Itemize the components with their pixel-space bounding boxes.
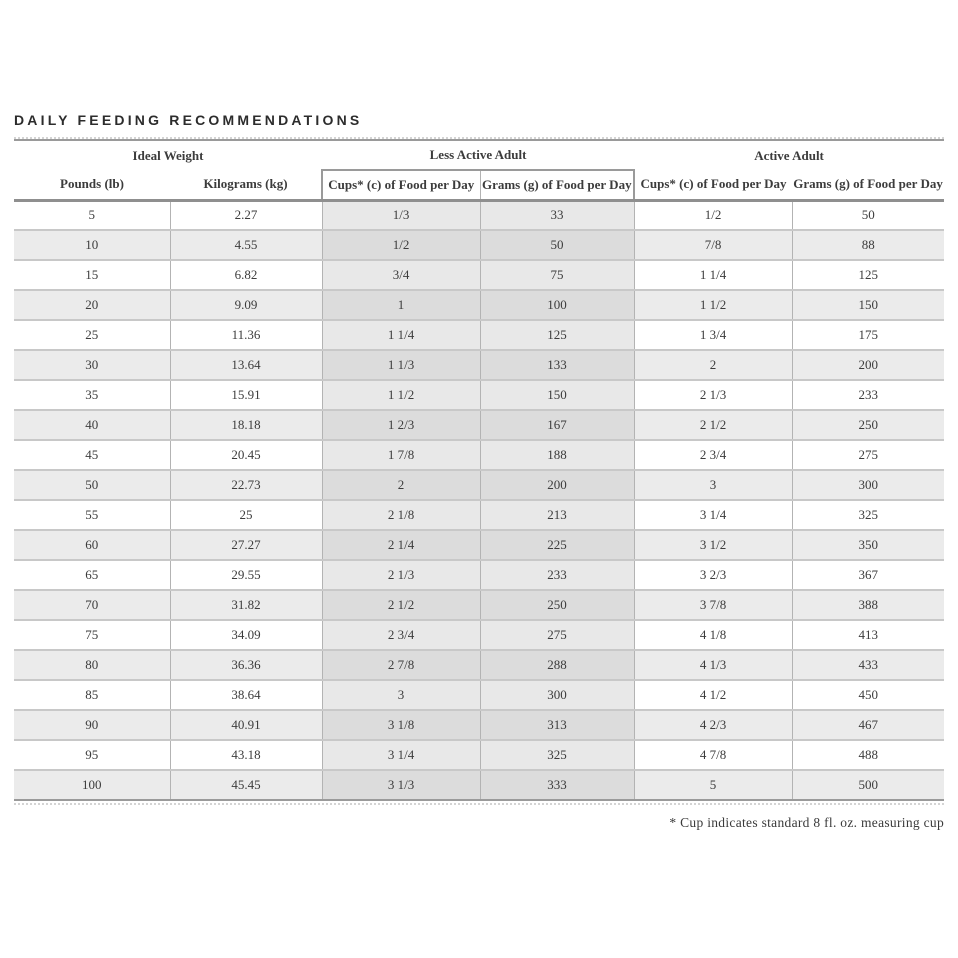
cell-active-cups: 1 1/4 (634, 260, 792, 290)
cell-less-active-cups: 2 3/4 (322, 620, 480, 650)
table-row (14, 200, 944, 230)
cell-active-cups: 2 (634, 350, 792, 380)
group-header-row (14, 140, 944, 170)
cell-less-active-grams: 100 (480, 290, 634, 320)
cell-kilograms: 43.18 (170, 740, 322, 770)
cell-active-cups: 4 1/3 (634, 650, 792, 680)
cell-active-grams: 500 (792, 770, 944, 800)
table-row (14, 590, 944, 620)
cell-kilograms: 22.73 (170, 470, 322, 500)
page-title: DAILY FEEDING RECOMMENDATIONS (14, 112, 363, 128)
cell-active-grams: 200 (792, 350, 944, 380)
cell-active-cups: 3 1/4 (634, 500, 792, 530)
table-row (14, 500, 944, 530)
cell-pounds: 75 (14, 620, 170, 650)
cell-kilograms: 31.82 (170, 590, 322, 620)
cell-pounds: 70 (14, 590, 170, 620)
column-header-active-cups: Cups* (c) of Food per Day (634, 170, 792, 200)
cell-pounds: 80 (14, 650, 170, 680)
group-header-less-active-adult: Less Active Adult (322, 140, 634, 170)
cell-active-cups: 1/2 (634, 200, 792, 230)
cell-active-cups: 2 1/2 (634, 410, 792, 440)
cell-less-active-grams: 188 (480, 440, 634, 470)
cell-less-active-grams: 200 (480, 470, 634, 500)
table-row (14, 260, 944, 290)
cell-active-cups: 2 1/3 (634, 380, 792, 410)
cell-less-active-grams: 313 (480, 710, 634, 740)
cell-active-cups: 2 3/4 (634, 440, 792, 470)
cell-kilograms: 25 (170, 500, 322, 530)
cell-kilograms: 2.27 (170, 200, 322, 230)
column-header-active-grams: Grams (g) of Food per Day (792, 170, 944, 200)
cell-less-active-cups: 2 1/2 (322, 590, 480, 620)
table-row (14, 530, 944, 560)
cell-active-cups: 1 3/4 (634, 320, 792, 350)
cell-less-active-grams: 300 (480, 680, 634, 710)
cell-active-grams: 300 (792, 470, 944, 500)
cell-pounds: 45 (14, 440, 170, 470)
bottom-dotted-divider (14, 803, 944, 805)
cell-active-grams: 325 (792, 500, 944, 530)
table-row (14, 320, 944, 350)
table-row (14, 680, 944, 710)
feeding-table (14, 139, 944, 801)
cell-less-active-grams: 333 (480, 770, 634, 800)
cell-pounds: 35 (14, 380, 170, 410)
cell-active-grams: 367 (792, 560, 944, 590)
cell-kilograms: 27.27 (170, 530, 322, 560)
cell-less-active-grams: 250 (480, 590, 634, 620)
cell-kilograms: 29.55 (170, 560, 322, 590)
cell-active-grams: 413 (792, 620, 944, 650)
table-row (14, 230, 944, 260)
table-row (14, 560, 944, 590)
column-header-less-active-cups: Cups* (c) of Food per Day (322, 170, 480, 200)
cell-kilograms: 45.45 (170, 770, 322, 800)
cell-kilograms: 34.09 (170, 620, 322, 650)
cell-active-grams: 275 (792, 440, 944, 470)
table-row (14, 440, 944, 470)
cell-pounds: 5 (88, 207, 95, 223)
cell-less-active-cups: 1 (322, 290, 480, 320)
cell-pounds: 65 (14, 560, 170, 590)
cell-less-active-grams: 50 (480, 230, 634, 260)
cell-pounds: 95 (14, 740, 170, 770)
cell-less-active-grams: 150 (480, 380, 634, 410)
cell-pounds: 10 (14, 230, 170, 260)
cell-active-grams: 388 (792, 590, 944, 620)
group-header-active-adult: Active Adult (634, 140, 944, 170)
footnote: * Cup indicates standard 8 fl. oz. measuring cup (669, 815, 944, 830)
column-header-pounds: Pounds (lb) (14, 170, 170, 200)
cell-pounds: 50 (14, 470, 170, 500)
cell-less-active-cups: 1/3 (322, 200, 480, 230)
cell-active-cups: 3 (634, 470, 792, 500)
cell-active-grams: 450 (792, 680, 944, 710)
cell-less-active-cups: 3 1/3 (322, 770, 480, 800)
cell-active-grams: 175 (792, 320, 944, 350)
cell-pounds: 30 (14, 350, 170, 380)
cell-less-active-grams: 325 (480, 740, 634, 770)
table-row (14, 770, 944, 800)
cell-less-active-grams: 33 (480, 200, 634, 230)
cell-active-grams: 88 (792, 230, 944, 260)
cell-less-active-grams: 275 (480, 620, 634, 650)
cell-kilograms: 6.82 (170, 260, 322, 290)
table-row (14, 470, 944, 500)
cell-less-active-grams: 125 (480, 320, 634, 350)
cell-less-active-cups: 2 (322, 470, 480, 500)
table-row (14, 410, 944, 440)
cell-active-grams: 50 (792, 200, 944, 230)
cell-active-cups: 5 (634, 770, 792, 800)
cell-less-active-cups: 1 7/8 (322, 440, 480, 470)
cell-less-active-cups: 2 1/4 (322, 530, 480, 560)
cell-active-cups: 4 1/2 (634, 680, 792, 710)
cell-pounds: 55 (14, 500, 170, 530)
cell-less-active-cups: 2 1/8 (322, 500, 480, 530)
cell-less-active-grams: 167 (480, 410, 634, 440)
table-row (14, 620, 944, 650)
cell-active-cups: 4 2/3 (634, 710, 792, 740)
cell-less-active-cups: 1/2 (322, 230, 480, 260)
cell-kilograms: 9.09 (170, 290, 322, 320)
cell-kilograms: 36.36 (170, 650, 322, 680)
cell-less-active-grams: 288 (480, 650, 634, 680)
cell-active-cups: 3 2/3 (634, 560, 792, 590)
cell-pounds: 20 (14, 290, 170, 320)
cell-active-grams: 250 (792, 410, 944, 440)
cell-active-grams: 350 (792, 530, 944, 560)
table-row (14, 380, 944, 410)
table-row (14, 350, 944, 380)
table-body (14, 200, 944, 800)
cell-less-active-grams: 233 (480, 560, 634, 590)
cell-less-active-grams: 75 (480, 260, 634, 290)
column-header-kilograms: Kilograms (kg) (170, 170, 322, 200)
cell-kilograms: 40.91 (170, 710, 322, 740)
cell-active-cups: 4 7/8 (634, 740, 792, 770)
cell-pounds: 90 (14, 710, 170, 740)
cell-less-active-cups: 3 (322, 680, 480, 710)
cell-less-active-cups: 3 1/8 (322, 710, 480, 740)
cell-active-cups: 7/8 (634, 230, 792, 260)
cell-active-cups: 3 1/2 (634, 530, 792, 560)
cell-kilograms: 20.45 (170, 440, 322, 470)
cell-active-grams: 125 (792, 260, 944, 290)
cell-active-cups: 1 1/2 (634, 290, 792, 320)
cell-less-active-grams: 225 (480, 530, 634, 560)
table-row (14, 290, 944, 320)
cell-active-cups: 4 1/8 (634, 620, 792, 650)
cell-kilograms: 18.18 (170, 410, 322, 440)
cell-kilograms: 4.55 (170, 230, 322, 260)
cell-active-grams: 488 (792, 740, 944, 770)
table-row (14, 740, 944, 770)
cell-active-grams: 467 (792, 710, 944, 740)
table-row (14, 650, 944, 680)
cell-active-grams: 433 (792, 650, 944, 680)
cell-active-grams: 233 (792, 380, 944, 410)
cell-less-active-cups: 1 1/3 (322, 350, 480, 380)
cell-less-active-cups: 2 7/8 (322, 650, 480, 680)
cell-less-active-cups: 3/4 (322, 260, 480, 290)
cell-less-active-grams: 213 (480, 500, 634, 530)
cell-pounds: 15 (14, 260, 170, 290)
cell-less-active-cups: 1 1/4 (322, 320, 480, 350)
cell-pounds: 85 (14, 680, 170, 710)
cell-less-active-cups: 3 1/4 (322, 740, 480, 770)
cell-pounds: 40 (14, 410, 170, 440)
cell-active-grams: 150 (792, 290, 944, 320)
cell-kilograms: 13.64 (170, 350, 322, 380)
cell-kilograms: 38.64 (170, 680, 322, 710)
cell-less-active-cups: 1 2/3 (322, 410, 480, 440)
column-header-row (14, 170, 944, 200)
cell-less-active-cups: 1 1/2 (322, 380, 480, 410)
cell-pounds: 25 (14, 320, 170, 350)
table-row (14, 710, 944, 740)
column-header-less-active-grams: Grams (g) of Food per Day (480, 170, 634, 200)
cell-pounds: 100 (14, 770, 170, 800)
cell-kilograms: 15.91 (170, 380, 322, 410)
cell-kilograms: 11.36 (170, 320, 322, 350)
cell-less-active-cups: 2 1/3 (322, 560, 480, 590)
cell-less-active-grams: 133 (480, 350, 634, 380)
table-header (14, 140, 944, 200)
cell-pounds: 60 (14, 530, 170, 560)
group-header-ideal-weight: Ideal Weight (14, 140, 322, 170)
cell-active-cups: 3 7/8 (634, 590, 792, 620)
